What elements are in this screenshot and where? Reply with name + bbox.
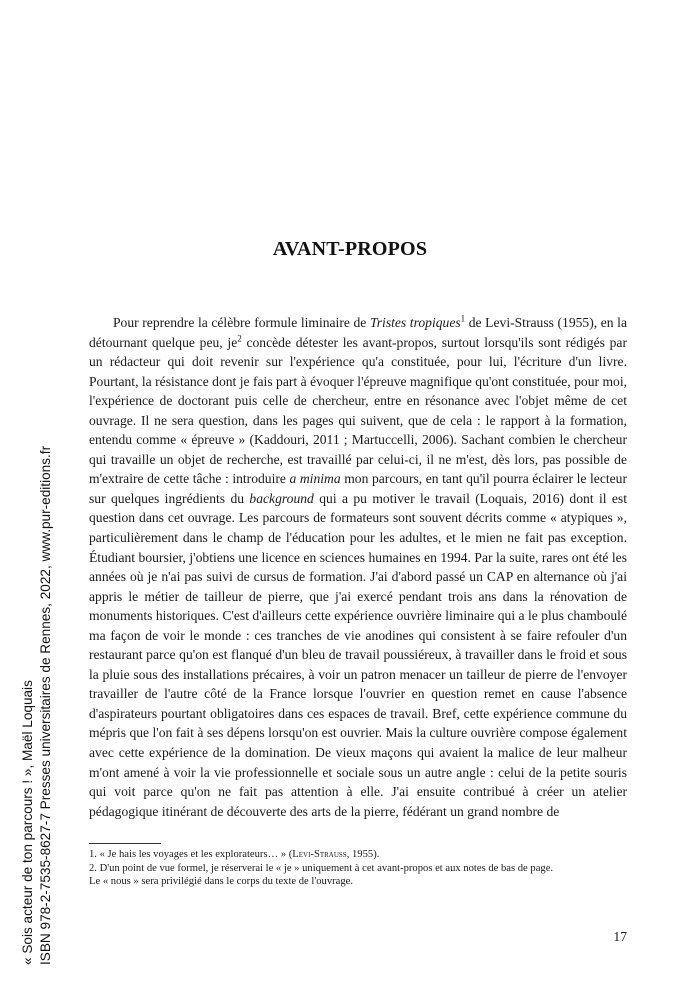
copyright-side-note — [20, 445, 84, 965]
body-text — [89, 313, 627, 821]
main-paragraph — [89, 313, 627, 821]
footnote-2-line-1: 2. D'un point de vue formel, je réserverai le « je » uniquement à cet avant-propos et aux notes de bas de page. — [89, 862, 554, 874]
footnote-1-year: , 1955). — [346, 849, 380, 860]
side-note-title-author: « Sois acteur de ton parcours ! », Maël Loquais — [20, 680, 35, 965]
paragraph-text-2: de Levi-Strauss (1955), en la détournant quelque peu, je — [89, 315, 627, 350]
paragraph-text-4: mon parcours, en tant qu'il pourra éclairer le lecteur sur quelques ingrédients du — [89, 471, 627, 506]
footnote-1-author: Levi-Strauss — [292, 849, 347, 860]
footnote-2-line-2: Le « nous » sera privilégié dans le corps du texte de l'ouvrage. — [89, 876, 354, 888]
footnote-1-text: 1. « Je hais les voyages et les explorateurs… » ( — [89, 849, 293, 860]
footnote-1 — [89, 848, 629, 862]
book-title-italic: Tristes tropiques — [369, 315, 461, 330]
paragraph-text-5: qui a pu motiver le travail (Loquais, 2016) dont il est question dans cet ouvrage. Les parcours de formateurs sont souvent décrits comme « atypiques », particulièrement dans le champ de l'éducation pour les adultes, et le mien ne fait pas exception. Étudiant boursier, j'obtiens une licence en sciences humaines en 1994. Par la suite, rares ont été les années où je n'ai pas suivi de cursus de formation. J'ai d'abord passé un CAP en alternance où j'ai appris le métier de tailleur de pierre, que j'ai exercé pendant trois ans dans la rénovation de monuments historiques. C'est d'ailleurs cette expérience ouvrière liminaire qui a le plus chamboulé ma façon de voir le monde : ces tranches de vie anodines qui consistent à se faire refouler d'un restaurant parce qu'on est flanqué d'un bleu de travail poussiéreux, à travailler dans le froid et sous la pluie sous des installations précaires, à voir un patron menacer un tailleur de pierre de l'envoyer travailler de l'autre côté de la France lorsque l'ouvrier en question remet en cause l'absence d'aspirateurs pourtant obligatoires dans ces espaces de travail. Bref, cette expérience commune du mépris que l'on fait à ses dépens lorsqu'on est ouvrier. Mais la culture ouvrière compose également avec cette expérience de la domination. De vieux maçons qui avaient la malice de leur malheur m'ont amené à voir la vie professionnelle et sociale sous un autre angle : celui de la petite souris qui voit parce qu'on ne fait pas attention à elle. J'ai ensuite contribué à créer un atelier pédagogique itinérant de découverte des arts de la pierre, fédérant un grand nombre de — [89, 490, 627, 819]
footnote-2 — [89, 862, 629, 889]
footnote-ref-2[interactable]: 2 — [237, 333, 242, 344]
paragraph-text-1: Pour reprendre la célèbre formule liminaire de — [113, 315, 370, 330]
footnotes — [89, 848, 629, 889]
background-italic: background — [249, 490, 314, 506]
a-minima-italic: a minima — [289, 471, 341, 487]
chapter-title: AVANT-PROPOS — [272, 238, 428, 260]
side-note-isbn-publisher: ISBN 978-2-7535-8627-7 Presses universitaires de Rennes, 2022, www.pur-editions.fr — [38, 445, 53, 965]
footnote-divider — [89, 843, 161, 844]
page-number: 17 — [613, 929, 627, 944]
footnote-ref-1[interactable]: 1 — [460, 313, 466, 324]
paragraph-text-3: concède détester les avant-propos, surtout lorsqu'ils sont rédigés par un rédacteur qui doit revenir sur l'expérience qu'a constituée, pour lui, l'écriture d'un livre. Pourtant, la résistance dont je fais part à évoquer l'épreuve magnifique qu'ont constituée, pour moi, l'expérience de doctorant puis celle de chercheur, entre en résonance avec l'objet même de cet ouvrage. Il ne sera question, dans les pages qui suivent, que de cela : le rapport à la formation, entendu comme « épreuve » (Kaddouri, 2011 ; Martuccelli, 2006). Sachant combien le chercheur qui travaille un objet de recherche, est travaillé par celui-ci, il ne m'est, dès lors, pas possible de m'extraire de cette tâche : introduire — [89, 334, 627, 487]
